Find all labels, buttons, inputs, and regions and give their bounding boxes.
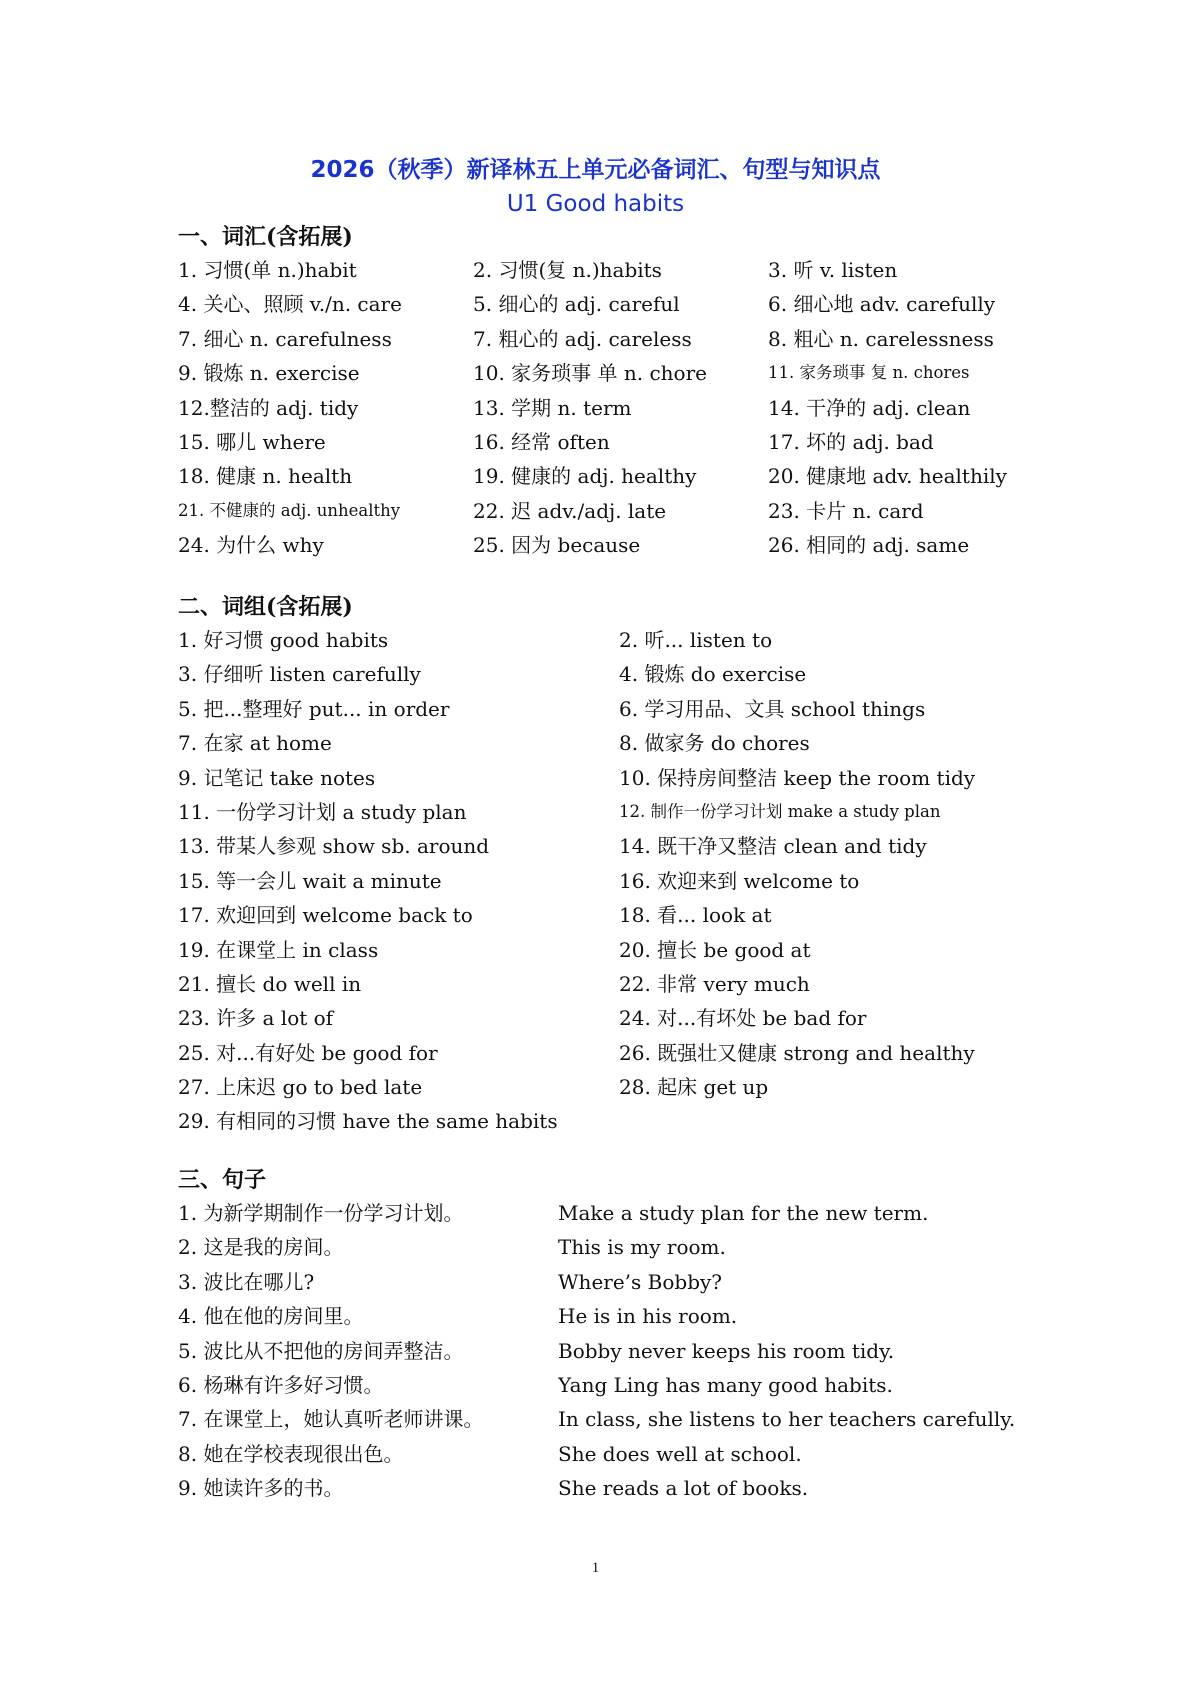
sentence-english: In class, she listens to her teachers carefully. <box>558 1407 1016 1432</box>
sentence-chinese: 8. 她在学校表现很出色。 <box>178 1441 404 1466</box>
vocab-item: 2. 习惯(复 n.)habits <box>473 258 662 282</box>
phrase-item: 12. 制作一份学习计划 make a study plan <box>619 801 941 821</box>
phrase-item: 20. 擅长 be good at <box>619 937 811 962</box>
phrase-item: 21. 擅长 do well in <box>178 971 362 996</box>
vocab-item: 12.整洁的 adj. tidy <box>178 395 359 420</box>
phrase-item <box>619 1104 1058 1138</box>
phrase-item: 7. 在家 at home <box>178 731 332 756</box>
phrase-item: 25. 对...有好处 be good for <box>178 1040 438 1065</box>
phrase-item: 24. 对...有坏处 be bad for <box>619 1006 867 1031</box>
vocab-item: 21. 不健康的 adj. unhealthy <box>178 500 401 520</box>
phrase-item: 3. 仔细听 listen carefully <box>178 662 421 687</box>
sentence-chinese: 1. 为新学期制作一份学习计划。 <box>178 1201 464 1225</box>
vocab-item: 20. 健康地 adv. healthily <box>768 464 1007 489</box>
phrase-item: 5. 把...整理好 put... in order <box>178 696 450 721</box>
vocab-item: 22. 迟 adv./adj. late <box>473 498 667 523</box>
sentence-english: This is my room. <box>558 1235 726 1260</box>
vocab-item: 1. 习惯(单 n.)habit <box>178 258 357 282</box>
sentence-chinese: 7. 在课堂上，她认真听老师讲课。 <box>178 1407 484 1432</box>
phrase-item: 29. 有相同的习惯 have the same habits <box>178 1109 558 1134</box>
sentence-english: He is in his room. <box>558 1304 738 1329</box>
sentence-chinese: 2. 这是我的房间。 <box>178 1235 344 1260</box>
phrase-item: 19. 在课堂上 in class <box>178 937 379 962</box>
phrase-item: 15. 等一会儿 wait a minute <box>178 868 442 893</box>
phrase-item: 9. 记笔记 take notes <box>178 765 376 790</box>
phrase-item: 18. 看... look at <box>619 903 772 928</box>
vocab-item: 7. 粗心的 adj. careless <box>473 326 692 351</box>
phrase-item: 22. 非常 very much <box>619 971 810 996</box>
sentence-english: She reads a lot of books. <box>558 1476 809 1501</box>
sentence-english: She does well at school. <box>558 1441 802 1466</box>
phrases-heading: 二、词组(含拓展) <box>178 594 353 620</box>
vocab-item: 18. 健康 n. health <box>178 464 353 489</box>
sentence-chinese: 4. 他在他的房间里。 <box>178 1304 364 1329</box>
phrase-item: 2. 听... listen to <box>619 628 773 652</box>
vocabulary-list <box>178 253 1058 563</box>
vocab-item: 16. 经常 often <box>473 429 610 454</box>
sentence-english: Yang Ling has many good habits. <box>558 1372 893 1397</box>
phrase-item: 23. 许多 a lot of <box>178 1006 334 1031</box>
vocab-item: 3. 听 v. listen <box>768 258 898 282</box>
vocab-item: 17. 坏的 adj. bad <box>768 429 934 454</box>
vocab-item: 9. 锻炼 n. exercise <box>178 361 360 386</box>
title-block <box>0 153 1191 221</box>
sentence-english: Make a study plan for the new term. <box>558 1201 929 1225</box>
phrase-item: 10. 保持房间整洁 keep the room tidy <box>619 765 976 790</box>
vocab-item: 26. 相同的 adj. same <box>768 533 970 558</box>
phrase-item: 16. 欢迎来到 welcome to <box>619 868 860 893</box>
vocab-item: 8. 粗心 n. carelessness <box>768 326 994 351</box>
phrase-item: 11. 一份学习计划 a study plan <box>178 799 467 824</box>
sentence-chinese: 6. 杨琳有许多好习惯。 <box>178 1372 384 1397</box>
sentence-english: Where’s Bobby? <box>558 1269 723 1294</box>
sentence-chinese: 9. 她读许多的书。 <box>178 1476 344 1501</box>
sentence-chinese: 5. 波比从不把他的房间弄整洁。 <box>178 1338 464 1363</box>
vocab-item: 11. 家务琐事 复 n. chores <box>768 363 970 383</box>
phrase-item: 26. 既强壮又健康 strong and healthy <box>619 1040 975 1065</box>
phrase-item: 1. 好习惯 good habits <box>178 628 389 652</box>
phrase-item: 6. 学习用品、文具 school things <box>619 696 926 721</box>
unit-title: U1 Good habits <box>506 191 685 217</box>
phrase-item: 17. 欢迎回到 welcome back to <box>178 903 473 928</box>
vocab-item: 23. 卡片 n. card <box>768 498 924 523</box>
vocab-item: 7. 细心 n. carefulness <box>178 326 392 351</box>
vocab-item: 6. 细心地 adv. carefully <box>768 292 996 317</box>
phrase-item: 13. 带某人参观 show sb. around <box>178 834 490 859</box>
vocab-item: 24. 为什么 why <box>178 533 324 558</box>
vocab-item: 14. 干净的 adj. clean <box>768 395 971 420</box>
phrase-item: 28. 起床 get up <box>619 1075 769 1100</box>
vocab-item: 4. 关心、照顾 v./n. care <box>178 292 402 317</box>
vocab-item: 10. 家务琐事 单 n. chore <box>473 361 707 386</box>
sentences-heading: 三、句子 <box>178 1167 267 1193</box>
phrase-list <box>178 623 1058 1139</box>
vocab-item: 13. 学期 n. term <box>473 395 632 420</box>
vocab-item: 25. 因为 because <box>473 533 641 558</box>
vocab-item: 5. 细心的 adj. careful <box>473 292 680 317</box>
phrase-item: 4. 锻炼 do exercise <box>619 662 807 687</box>
sentence-chinese: 3. 波比在哪儿? <box>178 1269 315 1294</box>
document-title: 2026（秋季）新译林五上单元必备词汇、句型与知识点 <box>310 157 881 183</box>
sentence-list <box>178 1196 1058 1506</box>
phrase-item: 8. 做家务 do chores <box>619 731 810 756</box>
vocab-item: 19. 健康的 adj. healthy <box>473 464 697 489</box>
phrase-item: 14. 既干净又整洁 clean and tidy <box>619 834 927 859</box>
vocabulary-heading: 一、词汇(含拓展) <box>178 224 353 250</box>
phrase-item: 27. 上床迟 go to bed late <box>178 1075 423 1100</box>
page-number: 1 <box>591 1560 600 1576</box>
vocab-item: 15. 哪儿 where <box>178 429 326 454</box>
sentence-english: Bobby never keeps his room tidy. <box>558 1338 895 1363</box>
